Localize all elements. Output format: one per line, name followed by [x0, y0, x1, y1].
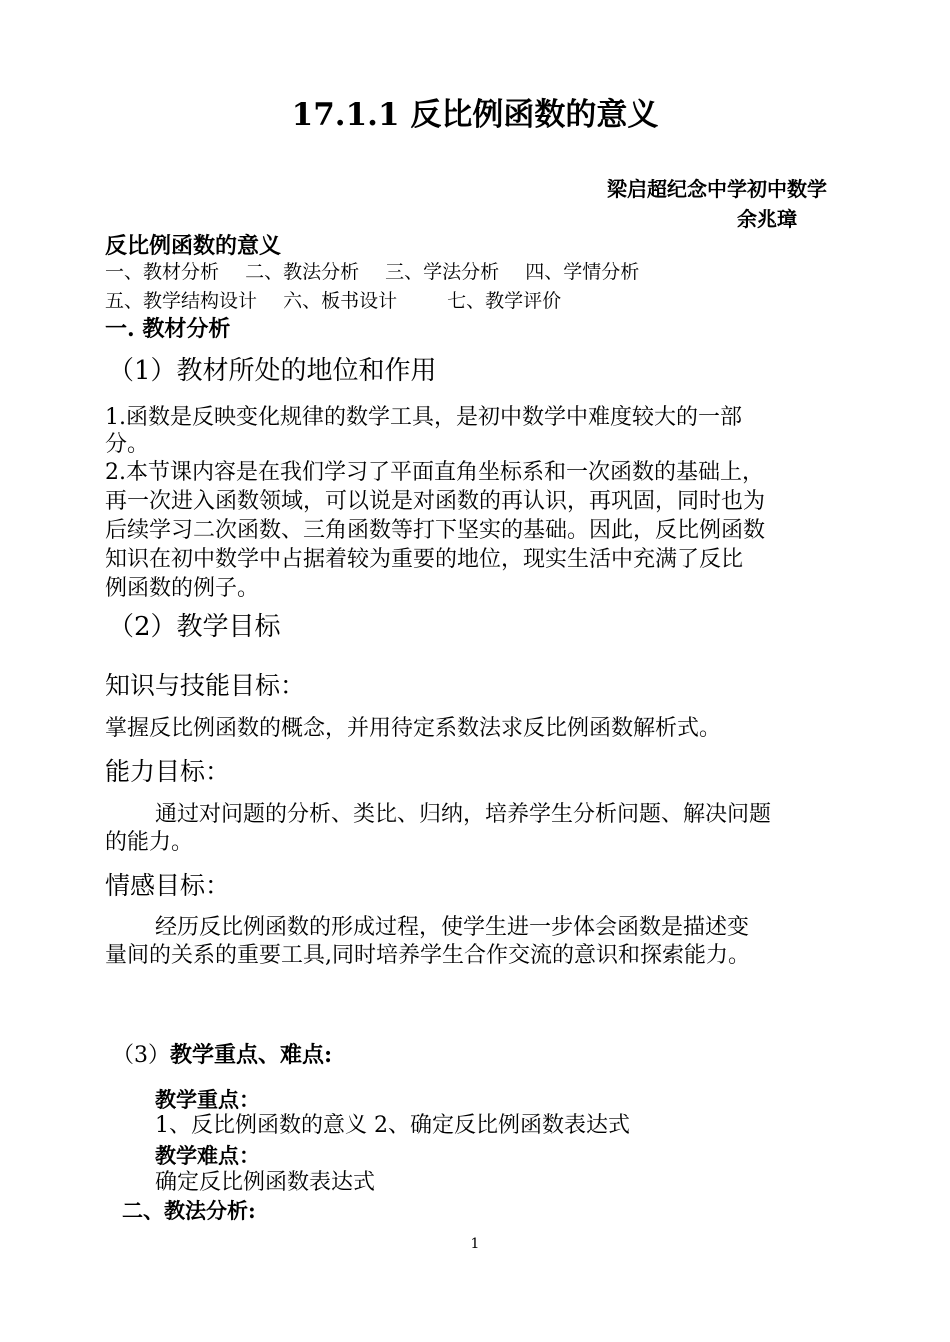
author-school: 梁启超纪念中学初中数学: [607, 177, 827, 201]
outline-item: 四、学情分析: [525, 261, 640, 283]
outline-heading: 反比例函数的意义: [105, 233, 282, 259]
paragraph-2-line: 后续学习二次函数、三角函数等打下坚实的基础。因此，反比例函数: [105, 518, 766, 543]
paragraph-2-line: 2.本节课内容是在我们学习了平面直角坐标系和一次函数的基础上，: [105, 460, 764, 485]
outline-item: 三、学法分析: [385, 261, 500, 283]
paragraph-2-line: 例函数的例子。: [105, 576, 260, 601]
emotion-goal-line: 量间的关系的重要工具,同时培养学生合作交流的意识和探索能力。: [105, 943, 750, 968]
emotion-goal-line: 经历反比例函数的形成过程，使学生进一步体会函数是描述变: [155, 915, 750, 940]
outline-item: 一、教材分析: [105, 261, 220, 283]
outline-item: 六、板书设计: [283, 290, 398, 312]
section-2-heading: 二、教法分析:: [122, 1198, 256, 1223]
emotion-goal-label: 情感目标：: [105, 871, 231, 900]
outline-row-2: [105, 291, 581, 313]
knowledge-goal-label: 知识与技能目标：: [105, 671, 306, 700]
paragraph-1-line: 1.函数是反映变化规律的数学工具，是初中数学中难度较大的一部: [105, 405, 742, 430]
key-points-text: 1、反比例函数的意义 2、确定反比例函数表达式: [155, 1113, 630, 1138]
document-title: 17.1.1 反比例函数的意义: [291, 97, 659, 133]
subsection-3-heading: [112, 1043, 332, 1068]
subsection-1-heading: （1）教材所处的地位和作用: [108, 356, 437, 386]
outline-item: 二、教法分析: [245, 261, 360, 283]
paragraph-2-line: 知识在初中数学中占据着较为重要的地位，现实生活中充满了反比: [105, 547, 744, 572]
page-number: 1: [470, 1236, 480, 1252]
difficult-points-text: 确定反比例函数表达式: [155, 1170, 376, 1195]
ability-goal-line: 的能力。: [105, 830, 194, 855]
subsection-3-title: 教学重点、难点:: [170, 1042, 333, 1068]
subsection-2-heading: （2）教学目标: [108, 612, 281, 642]
key-points-label: 教学重点：: [155, 1087, 260, 1112]
subsection-3-prefix: （3）: [112, 1043, 170, 1068]
difficult-points-label: 教学难点：: [155, 1143, 260, 1168]
ability-goal-label: 能力目标：: [105, 757, 231, 786]
knowledge-goal-text: 掌握反比例函数的概念，并用待定系数法求反比例函数解析式。: [105, 716, 722, 741]
outline-item: 七、教学评价: [447, 290, 562, 312]
section-1-heading: 一. 教材分析: [105, 316, 231, 342]
outline-item: 五、教学结构设计: [105, 290, 258, 312]
author-name: 余兆璋: [737, 207, 797, 231]
paragraph-2-line: 再一次进入函数领域，可以说是对函数的再认识，再巩固，同时也为: [105, 489, 766, 514]
paragraph-1-line: 分。: [105, 432, 150, 457]
ability-goal-line: 通过对问题的分析、类比、归纳，培养学生分析问题、解决问题: [155, 802, 772, 827]
outline-row-1: [105, 262, 659, 284]
